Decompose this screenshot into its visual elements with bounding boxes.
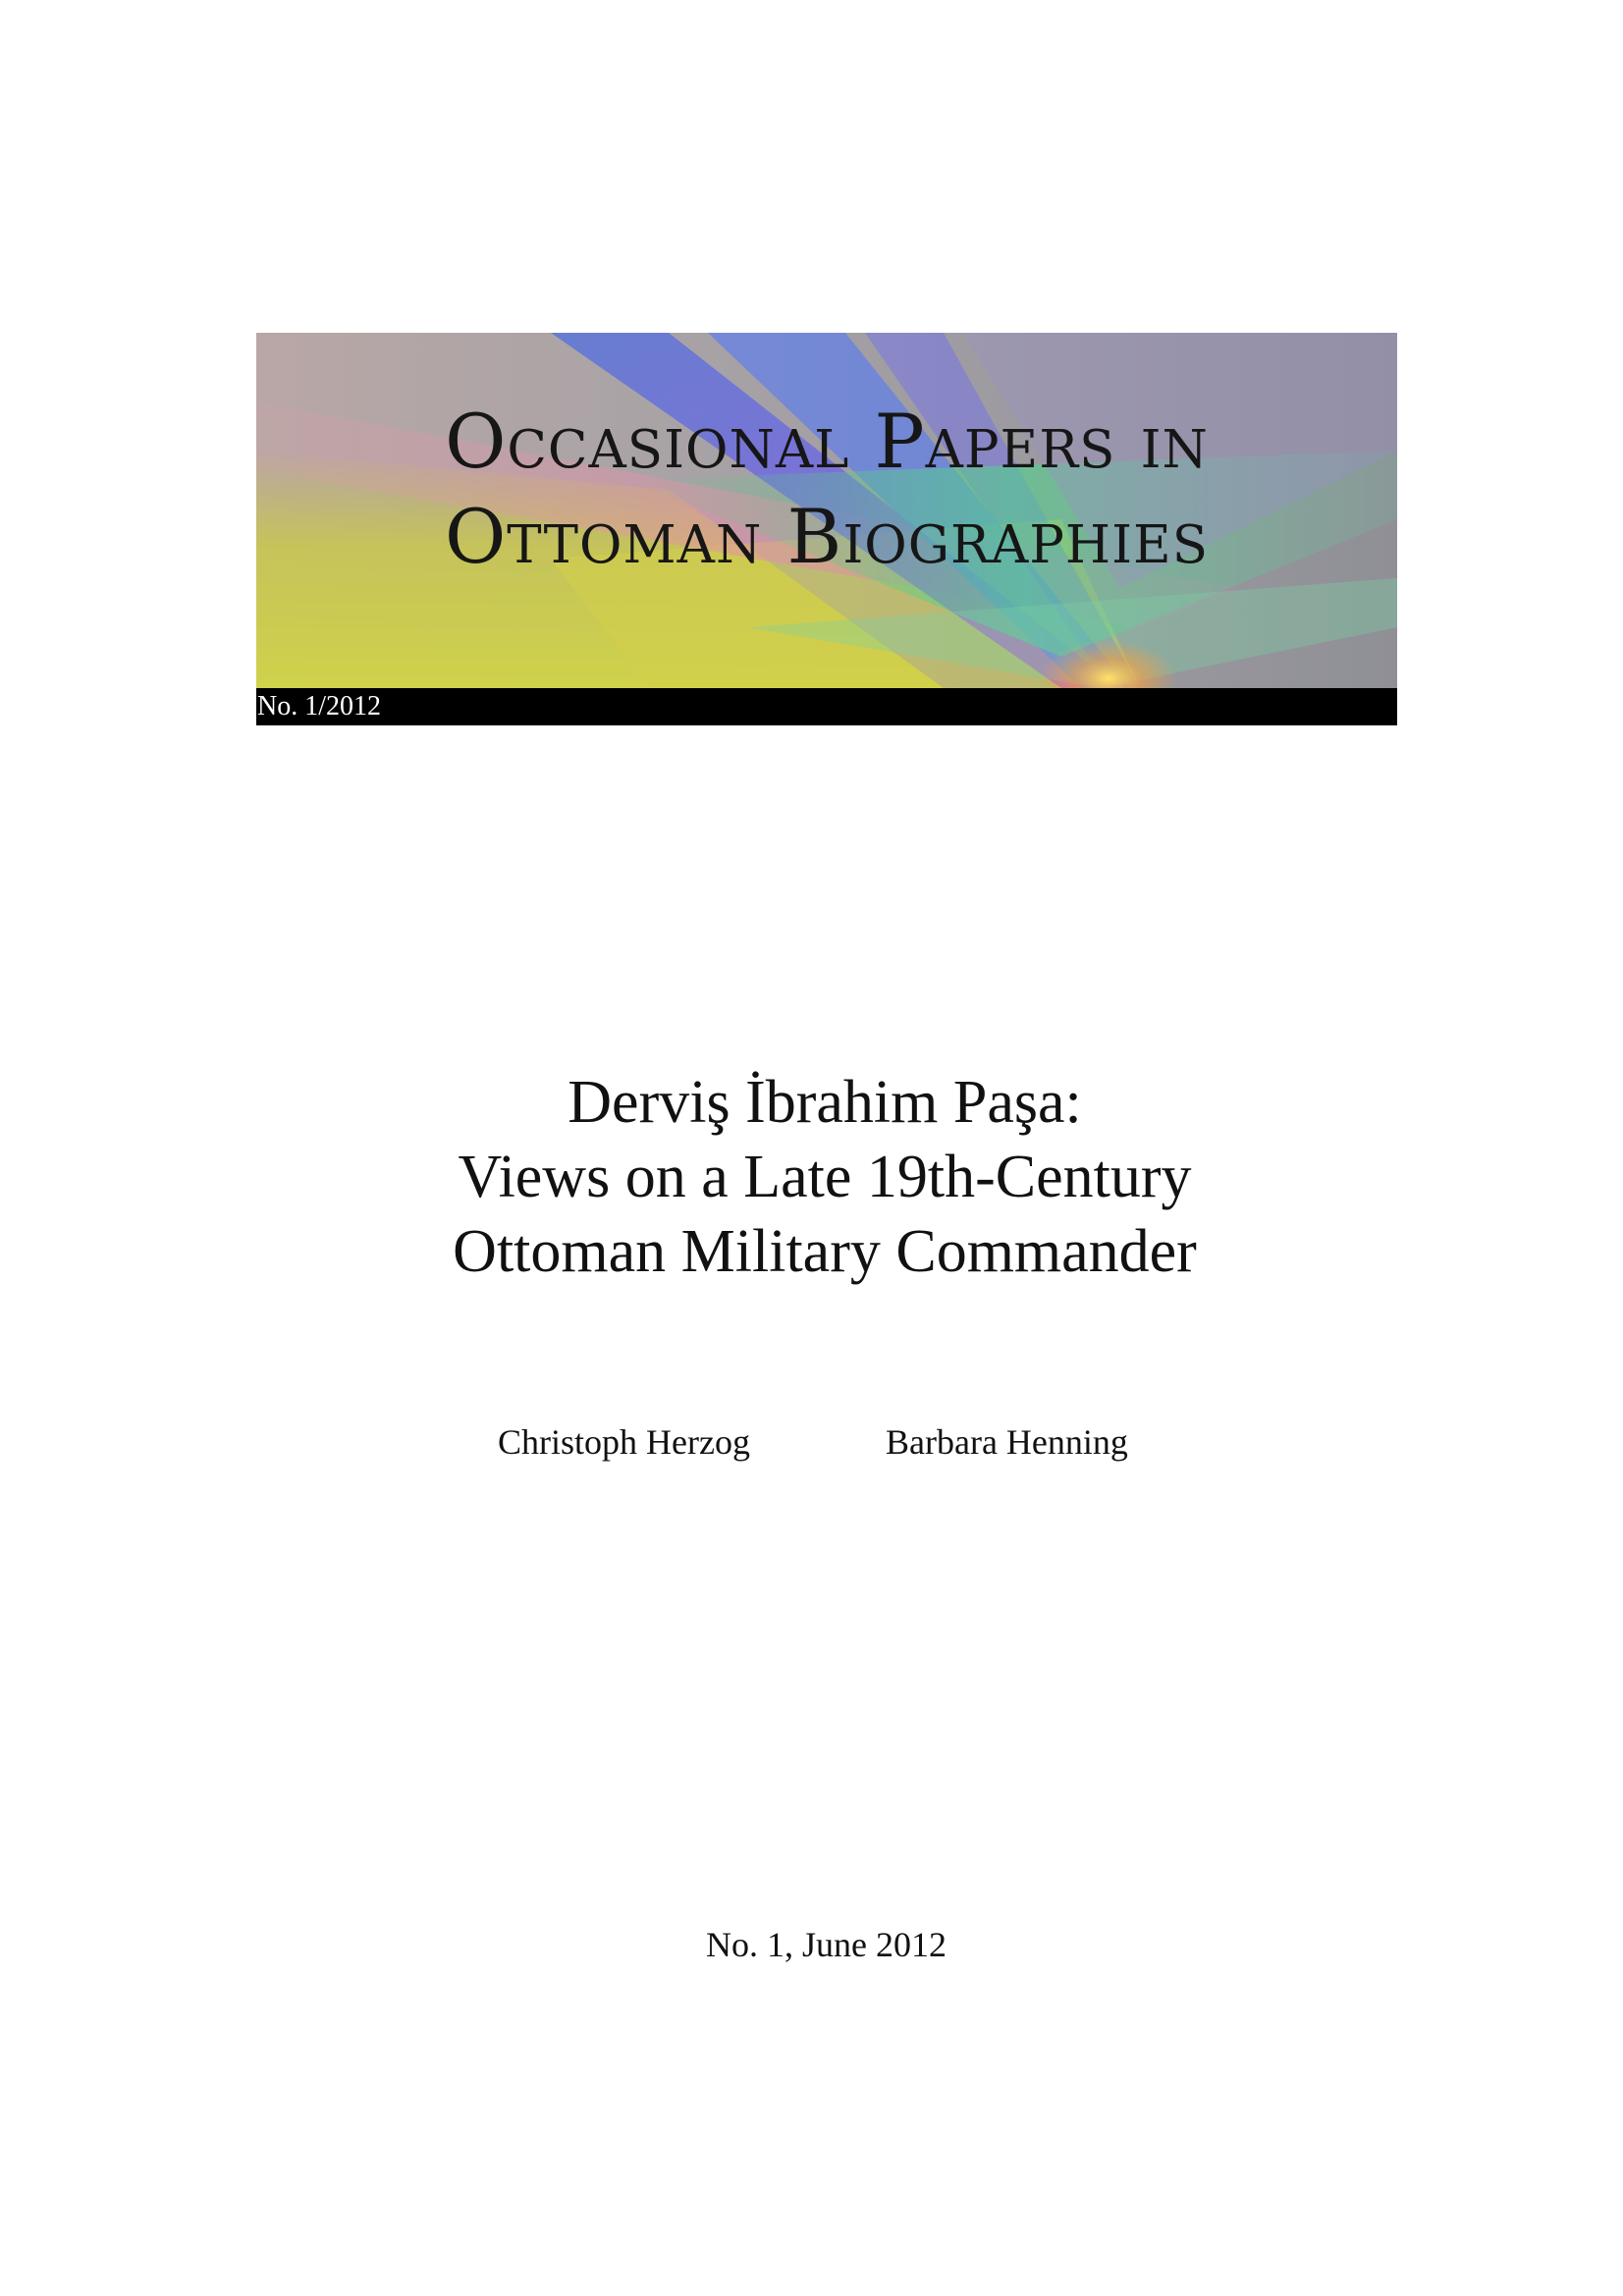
title-line-2: Views on a Late 19th-Century — [458, 1144, 1192, 1210]
title-line-3: Ottoman Military Commander — [453, 1218, 1197, 1285]
paper-title — [295, 1065, 1355, 1289]
author-name: Christoph Herzog — [498, 1422, 750, 1462]
author-list — [0, 1421, 1623, 1470]
banner-title-line-1: Occasional Papers in — [445, 398, 1209, 485]
author-name: Barbara Henning — [886, 1422, 1128, 1462]
banner-artwork — [256, 333, 1397, 688]
banner-title-line-2: Ottoman Biographies — [444, 493, 1210, 580]
issue-tag: No. 1/2012 — [257, 691, 381, 721]
banner-issue-strip — [256, 688, 1397, 725]
title-line-1: Derviş İbrahim Paşa: — [568, 1069, 1082, 1136]
issue-date: No. 1, June 2012 — [706, 1925, 947, 1964]
series-banner — [256, 333, 1397, 725]
